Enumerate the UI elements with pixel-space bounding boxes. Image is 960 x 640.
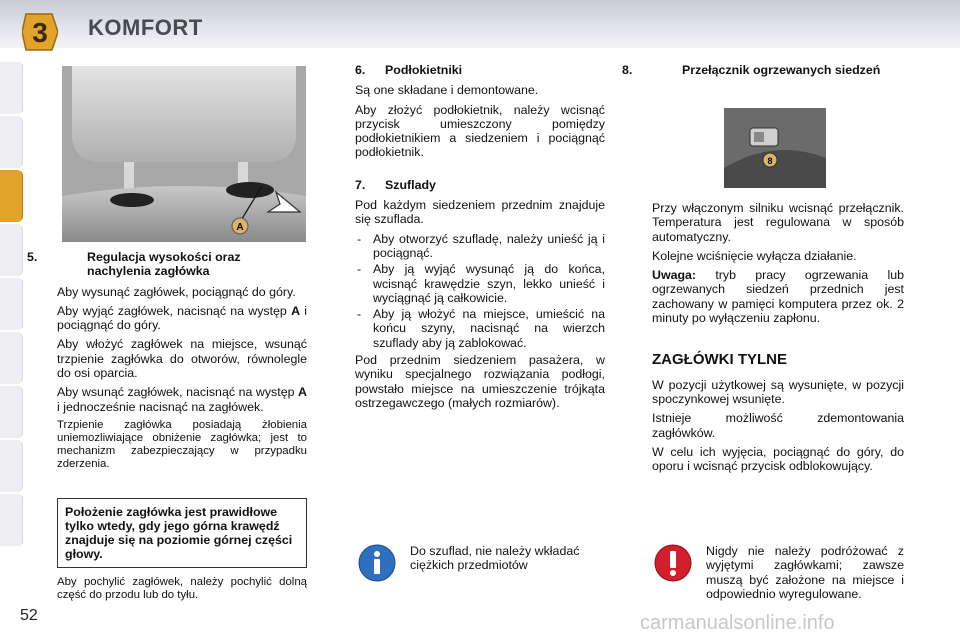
rear-headrests-heading: ZAGŁÓWKI TYLNE (652, 351, 787, 369)
drawer-warning-text: Do szuflad, nie należy wkładać ciężkich przedmiotów (410, 544, 580, 573)
side-tab[interactable] (0, 278, 23, 330)
paragraph: Aby wyjąć zagłówek, nacisnąć na występ A i pociągnąć do góry. (57, 303, 307, 333)
side-tab[interactable] (0, 62, 23, 114)
tilt-note: Aby pochylić zagłówek, należy pochylić dolną część do przodu lub do tyłu. (57, 576, 307, 601)
info-icon (358, 544, 396, 582)
paragraph: Pod każdym siedzeniem przednim znajduje się szuflada. (355, 198, 605, 227)
side-tab[interactable] (0, 440, 23, 492)
list-item: - Aby ją włożyć na miejsce, umieścić na końcu szyny, nacisnąć na wierzch szuflady aby ją zablokować. (355, 307, 605, 350)
heated-seat-switch-photo (724, 108, 826, 188)
side-tab-active[interactable] (0, 170, 23, 222)
paragraph: Aby włożyć zagłówek na miejsce, wsunąć trzpienie zagłówka do otworów, równolegle do osi oparcia. (57, 337, 307, 381)
section-5-heading: 5. Regulacja wysokości oraz nachylenia zagłówka (27, 250, 241, 279)
side-tab[interactable] (0, 386, 23, 438)
label-8: 8 (767, 156, 773, 166)
drawer-steps (355, 232, 605, 350)
paragraph: Aby wsunąć zagłówek, nacisnąć na występ A i jednocześnie nacisnąć na zagłówek. (57, 385, 307, 414)
rear-headrest-warning-text: Nigdy nie należy podróżować z wyjętymi zagłówkami; zawsze muszą być założone na miejsce i odpowiednio wyregulowane. (706, 544, 904, 601)
headrest-position-note: Położenie zagłówka jest prawidłowe tylko wtedy, gdy jego górna krawędź znajduje się na poziomie górnej części głowy. (57, 498, 307, 568)
chapter-title: KOMFORT (88, 15, 203, 40)
paragraph: Pod przednim siedzeniem pasażera, w wyniku specjalnego rozwiązania podłogi, powstało miejsce na umieszczenie trójkąta ostrzegawczego (małych rozmiarów). (355, 353, 605, 410)
paragraph: Przy włączonym silniku wcisnąć przełącznik. Temperatura jest regulowana w sposób automatyczny. (652, 201, 904, 244)
column-3 (652, 201, 904, 478)
column-3-top (622, 63, 904, 83)
side-tab[interactable] (0, 116, 23, 168)
paragraph: Są one składane i demontowane. (355, 83, 539, 98)
side-tab[interactable] (0, 332, 23, 384)
page-number: 52 (20, 607, 38, 624)
paragraph: W celu ich wyjęcia, pociągnąć do góry, do oporu i wcisnąć przycisk odblokowujący. (652, 444, 904, 474)
column-1 (27, 250, 307, 476)
column-2 (355, 63, 605, 415)
side-tab[interactable] (0, 494, 23, 546)
section-6-heading: 6. Podłokietniki (355, 63, 463, 77)
section-8-heading: 8. Przełącznik ogrzewanych siedzeń (622, 63, 881, 77)
chapter-number: 3 (32, 17, 48, 48)
headrest-photo (62, 66, 306, 242)
chapter-badge (22, 12, 58, 52)
side-tab[interactable] (0, 224, 23, 276)
list-item: - Aby ją wyjąć wysunąć ją do końca, wcisnąć krawędzie szyn, lekko unieść i wyciągnąć ją całkowicie. (355, 262, 605, 305)
paragraph: Kolejne wciśnięcie wyłącza działanie. (652, 248, 857, 263)
paragraph: Aby wysunąć zagłówek, pociągnąć do góry. (57, 284, 296, 299)
watermark: carmanualsonline.info (640, 612, 835, 634)
paragraph: Aby złożyć podłokietnik, należy wcisnąć przycisk umieszczony pomiędzy podłokietnikiem a siedzeniem i pociągnąć podłokietnik. (355, 102, 605, 160)
paragraph: W pozycji użytkowej są wysunięte, w pozycji spoczynkowej wsunięte. (652, 377, 904, 406)
paragraph: Istnieje możliwość zdemontowania zagłówków. (652, 411, 904, 440)
warning-icon (654, 544, 692, 582)
list-item: - Aby otworzyć szufladę, należy unieść ją i pociągnąć. (355, 232, 605, 261)
paragraph: Uwaga: tryb pracy ogrzewania lub ogrzewanych siedzeń przednich jest zachowany w pamięci komputera przez ok. 2 minuty po wyłączeniu zapłonu. (652, 268, 904, 326)
label-a: A (236, 222, 244, 233)
section-7-heading: 7. Szuflady (355, 177, 436, 192)
paragraph: Trzpienie zagłówka posiadają żłobienia uniemozliwiające obniżenie zagłówka; jest to mechanizm zabezpieczający w przypadku zderzenia. (57, 418, 307, 470)
